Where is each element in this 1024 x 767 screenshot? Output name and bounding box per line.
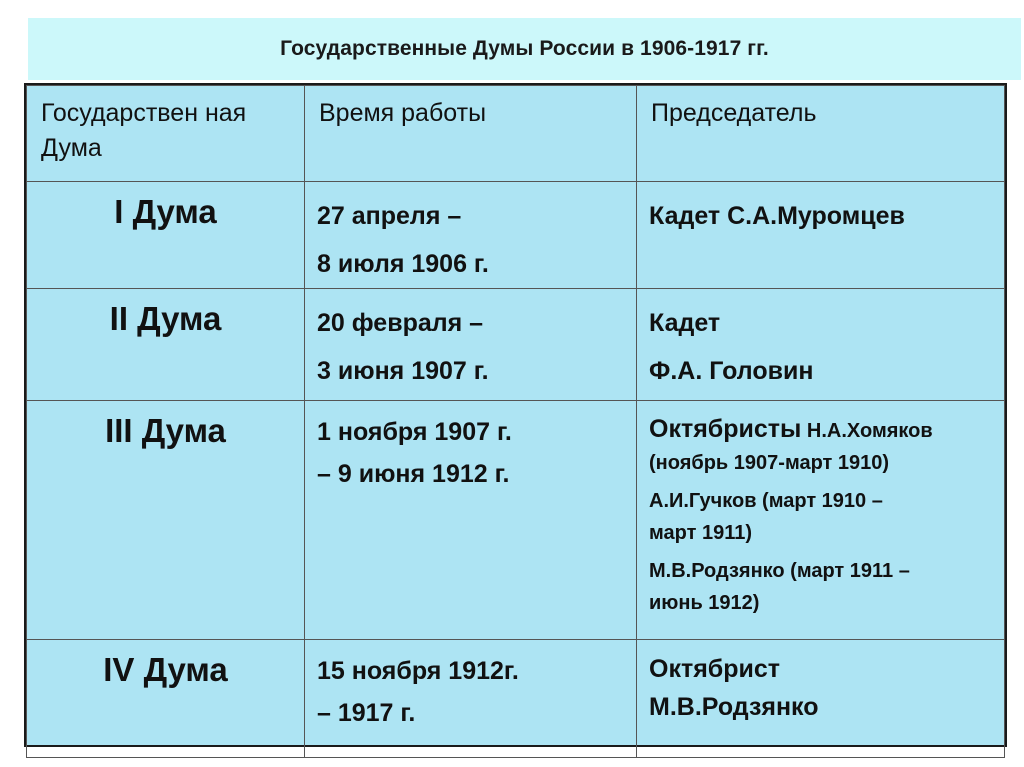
table-header-row [27,86,1005,182]
chair-line: (ноябрь 1907-март 1910) [649,452,890,474]
dumas-table [24,83,1007,747]
duma-period [305,640,637,758]
chair-line: М.В.Родзянко (март 1911 – [649,560,910,582]
period-line: 3 июня 1907 г. [317,357,489,385]
chair-person: Н.А.Хомяков [801,420,933,442]
duma-period [305,289,637,401]
period-line: 8 июля 1906 г. [317,250,489,278]
table-row [27,182,1005,289]
chair-line: Кадет С.А.Муромцев [649,202,905,230]
duma-name: I Дума [27,182,305,289]
table [26,85,1005,758]
period-line: – 1917 г. [317,699,416,727]
duma-period [305,182,637,289]
period-line: 27 апреля – [317,202,462,230]
table-row [27,289,1005,401]
duma-name: IV Дума [27,640,305,758]
table-row [27,401,1005,640]
title-banner [28,18,1021,80]
period-line: 15 ноября 1912г. [317,657,519,685]
duma-chair [637,640,1005,758]
chair-line [649,413,996,447]
chair-line: Октябрист [649,655,781,683]
chair-line: март 1911) [649,522,753,544]
chair-line: М.В.Родзянко [649,693,819,721]
header-period: Время работы [305,86,637,182]
page-title: Государственные Думы России в 1906-1917 гг. [280,37,769,60]
duma-chair [637,401,1005,640]
period-line: – 9 июня 1912 г. [317,460,510,488]
header-duma: Государствен ная Дума [27,86,305,182]
table-row [27,640,1005,758]
chair-line: А.И.Гучков (март 1910 – [649,490,883,512]
chair-line: июнь 1912) [649,592,760,614]
period-line: 1 ноября 1907 г. [317,418,512,446]
duma-chair [637,182,1005,289]
duma-name: III Дума [27,401,305,640]
chair-party: Октябристы [649,415,802,443]
duma-period [305,401,637,640]
period-line: 20 февраля – [317,309,484,337]
header-chair: Председатель [637,86,1005,182]
duma-name: II Дума [27,289,305,401]
chair-line: Ф.А. Головин [649,357,814,385]
chair-line: Кадет [649,309,721,337]
duma-chair [637,289,1005,401]
